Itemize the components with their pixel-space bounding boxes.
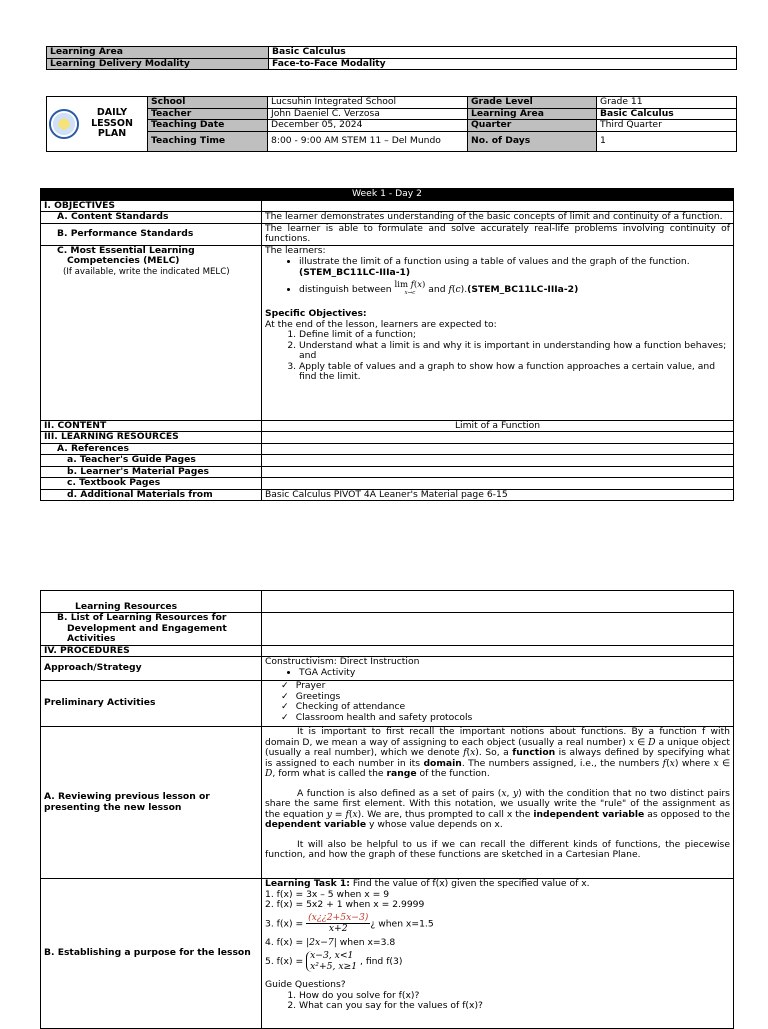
melc-item-1 xyxy=(299,257,730,278)
dlp-title-line1: DAILY xyxy=(96,107,128,118)
preliminary-item-2: ✓ Greetings xyxy=(295,692,730,703)
review-label-line2: presenting the new lesson xyxy=(44,801,182,813)
objectives-empty-cell xyxy=(262,200,734,212)
task-item-3-fraction: $\frac{(x¿¿2+5x-3)}{x+2}$ xyxy=(308,911,369,934)
melc-label-cell xyxy=(41,245,262,420)
approach-cell xyxy=(262,657,734,681)
list-resources-label-cell xyxy=(41,613,262,646)
task-item-4: 4. f(x) = |2x−7| when x=3.8 xyxy=(265,936,396,948)
learning-resources-empty xyxy=(262,432,734,444)
school-label: School xyxy=(148,97,268,109)
deped-seal-icon xyxy=(49,109,79,139)
teaching-date-label: Teaching Date xyxy=(148,120,268,132)
teacher-label: Teacher xyxy=(148,108,268,120)
dlp-title-line3: PLAN xyxy=(97,128,127,139)
delivery-modality-label: Learning Delivery Modality xyxy=(47,58,269,70)
approach-value: Constructivism: Direct Instruction xyxy=(265,656,420,667)
grade-level-value: Grade 11 xyxy=(597,97,737,109)
no-of-days-value: 1 xyxy=(597,131,737,151)
task-item-1: 1. f(x) = 3x – 5 when x = 9 xyxy=(265,888,390,900)
list-resources-line2: Development and Engagement xyxy=(67,622,227,634)
guide-questions-title: Guide Questions? xyxy=(265,979,346,990)
melc-note: (If available, write the indicated MELC) xyxy=(63,266,230,277)
teaching-time-label: Teaching Time xyxy=(148,131,268,151)
melc-item-2-and: and xyxy=(428,284,446,295)
learning-resources-row-label: Learning Resources xyxy=(41,591,262,613)
guide-question-2: 2. What can you say for the values of f(x)? xyxy=(299,1001,730,1012)
quarter-value: Third Quarter xyxy=(597,120,737,132)
learners-material-label: b. Learner's Material Pages xyxy=(41,466,262,478)
review-paragraph-1: It is important to first recall the important notions about functions. By a function f with domain D, we mean a way of assigning to each object (usually a real number) x ∈ D a unique object (usually a real number), which we denote f(x). So, a function is always defined by specifying what is assigned to each number in its domain. The numbers assigned, i.e., the numbers f(x) where x ∈ D, form what is called the range of the function. xyxy=(265,726,731,779)
learning-area-label: Learning Area xyxy=(47,47,269,59)
textbook-pages-empty xyxy=(262,478,734,490)
teaching-time-value: 8:00 - 9:00 AM STEM 11 – Del Mundo xyxy=(268,131,468,151)
melc-intro: The learners: xyxy=(265,245,326,256)
objectives-table xyxy=(40,188,734,501)
melc-label-line1: C. Most Essential Learning xyxy=(57,245,195,256)
teaching-date-value: December 05, 2024 xyxy=(268,120,468,132)
teacher-value: John Daeniel C. Verzosa xyxy=(268,108,468,120)
additional-materials-label: d. Additional Materials from xyxy=(41,489,262,501)
melc-item-2-code: (STEM_BC11LC-IIIa-2) xyxy=(467,284,579,295)
school-value: Lucsuhin Integrated School xyxy=(268,97,468,109)
lesson-header-table xyxy=(46,96,737,152)
list-resources-line1: B. List of Learning Resources for xyxy=(57,612,227,623)
specific-objective-2: 2. Understand what a limit is and why it is important in understanding how a function behaves; and xyxy=(299,341,730,362)
melc-item-2-prefix: distinguish between xyxy=(299,284,392,295)
objectives-label: I. OBJECTIVES xyxy=(41,200,262,212)
textbook-pages-label: c. Textbook Pages xyxy=(41,478,262,490)
performance-standards-label: B. Performance Standards xyxy=(41,223,262,245)
references-label: A. References xyxy=(41,443,262,455)
teachers-guide-empty xyxy=(262,455,734,467)
dlp-title-line2: LESSON xyxy=(91,117,133,129)
task-item-5: 5. f(x) = x−3, x<1 x²+5, x≥1 , find f(3) xyxy=(265,950,403,972)
list-resources-line3: Activities xyxy=(67,633,116,644)
review-label-line1: A. Reviewing previous lesson or xyxy=(44,791,210,802)
specific-objectives-intro: At the end of the lesson, learners are expected to: xyxy=(265,318,497,330)
quarter-label: Quarter xyxy=(468,120,597,132)
dlp-title-cell xyxy=(47,97,148,152)
task-item-3: 3. f(x) = $\frac{(x¿¿2+5x-3)}{x+2}$ ¿ when x=1.5 xyxy=(265,911,434,934)
specific-objectives-title: Specific Objectives: xyxy=(265,308,367,319)
content-standards-value: The learner demonstrates understanding of the basic concepts of limit and continuity of a function. xyxy=(262,212,734,224)
task-item-2: 2. f(x) = 5x2 + 1 when x = 2.9999 xyxy=(265,899,425,910)
grade-level-label: Grade Level xyxy=(468,97,597,109)
content-label: II. CONTENT xyxy=(41,420,262,432)
melc-item-2: • distinguish between lim f(x) x→c and f(c).(STEM_BC11LC-IIIa-2) xyxy=(299,282,730,297)
piecewise-brace: x−3, x<1 x²+5, x≥1 xyxy=(306,951,357,972)
preliminary-label: Preliminary Activities xyxy=(41,681,262,727)
specific-objective-1: 1. Define limit of a function; xyxy=(299,330,730,341)
review-paragraph-3: It will also be helpful to us if we can recall the different kinds of functions, the piecewise function, and how the graph of these functions are sketched in a Cartesian Plane. xyxy=(265,838,730,860)
guide-question-1: 1. How do you solve for f(x)? xyxy=(299,991,730,1002)
teachers-guide-label: a. Teacher's Guide Pages xyxy=(41,455,262,467)
no-of-days-label: No. of Days xyxy=(468,131,597,151)
learners-material-empty xyxy=(262,466,734,478)
references-empty xyxy=(262,443,734,455)
approach-item: • TGA Activity xyxy=(299,668,730,679)
melc-label-line2: Competencies (MELC) xyxy=(67,255,180,266)
procedures-empty xyxy=(262,645,734,657)
review-paragraph-2: A function is also defined as a set of pairs (x, y) with the condition that no two distinct pairs share the same first element. With this notation, we usually write the "rule" of the assignment as the equation y = f(x). We are, thus prompted to call x the independent variable as opposed to the dependent variable y whose value depends on x. xyxy=(265,787,731,830)
performance-standards-value: The learner is able to formulate and solve accurately real-life problems involving continuity of functions. xyxy=(262,223,734,245)
melc-item-1-code: (STEM_BC11LC-IIIa-1) xyxy=(299,266,411,278)
preliminary-item-4: ✓ Classroom health and safety protocols xyxy=(295,713,730,724)
preliminary-item-3: ✓ Checking of attendance xyxy=(295,702,730,713)
preliminary-cell xyxy=(262,681,734,727)
learning-resources-row-empty xyxy=(262,591,734,613)
procedures-table xyxy=(40,590,734,1029)
content-value: Limit of a Function xyxy=(262,420,734,432)
learning-area-value: Basic Calculus xyxy=(269,47,737,59)
limit-expression: lim f(x) x→c xyxy=(394,280,426,296)
additional-materials-value: Basic Calculus PIVOT 4A Leaner's Material page 6-15 xyxy=(262,489,734,501)
learning-area-value-2: Basic Calculus xyxy=(597,108,737,120)
approach-label: Approach/Strategy xyxy=(41,657,262,681)
learning-task-header: Learning Task 1: Find the value of f(x) given the specified value of x. xyxy=(265,878,590,889)
purpose-content-cell xyxy=(262,879,734,1029)
content-standards-label: A. Content Standards xyxy=(41,212,262,224)
week-header: Week 1 - Day 2 xyxy=(41,189,734,201)
melc-content-cell xyxy=(262,245,734,420)
delivery-modality-value: Face-to-Face Modality xyxy=(269,58,737,70)
review-label-cell xyxy=(41,727,262,879)
learning-resources-label: III. LEARNING RESOURCES xyxy=(41,432,262,444)
top-info-table xyxy=(46,46,737,70)
list-resources-empty xyxy=(262,613,734,646)
learning-area-label-2: Learning Area xyxy=(468,108,597,120)
f-of-c-expression: f xyxy=(448,284,452,295)
purpose-label: B. Establishing a purpose for the lesson xyxy=(41,879,262,1029)
preliminary-item-1: ✓ Prayer xyxy=(295,681,730,692)
procedures-label: IV. PROCEDURES xyxy=(41,645,262,657)
specific-objective-3: 3. Apply table of values and a graph to show how a function approaches a certain value, and find the limit. xyxy=(299,362,730,383)
melc-item-1-text: illustrate the limit of a function using a table of values and the graph of the function. xyxy=(299,256,690,267)
review-content-cell xyxy=(262,727,734,879)
